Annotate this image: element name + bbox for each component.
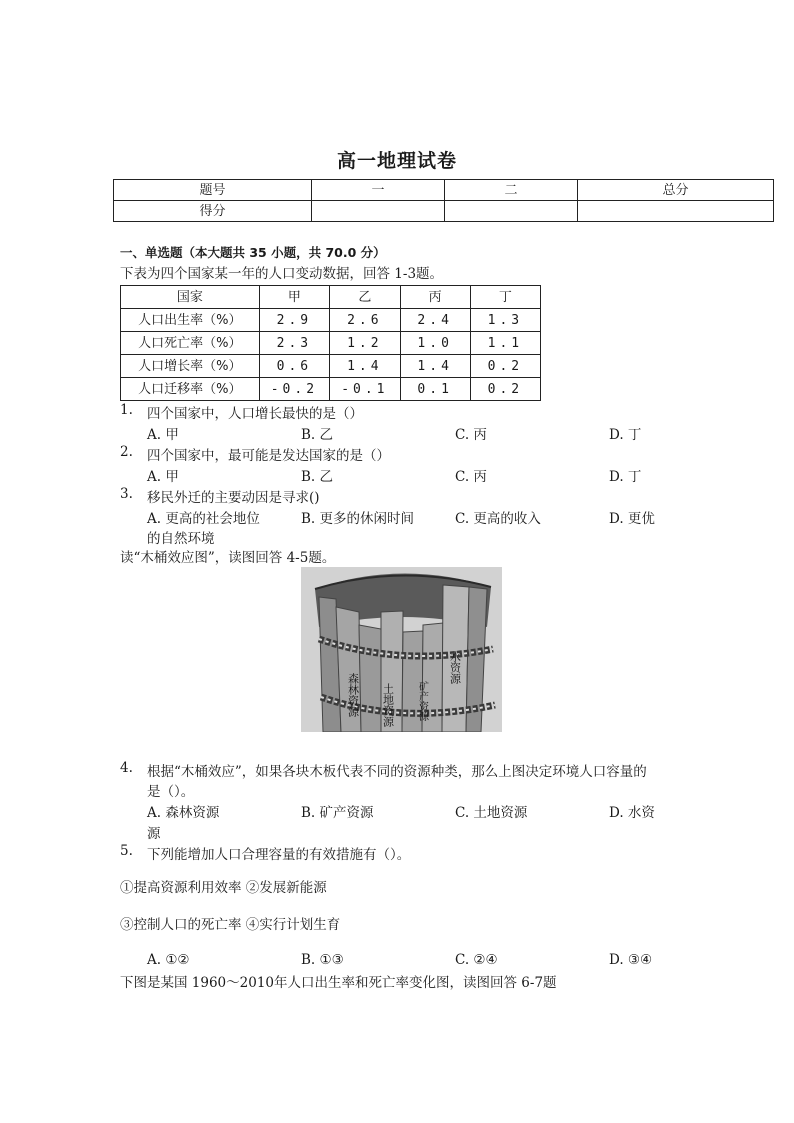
q3-text: 移民外迁的主要动因是寻求() xyxy=(147,490,320,506)
table-cell: 1.4 xyxy=(400,355,470,378)
score-cell[interactable] xyxy=(578,201,774,222)
q1-option-c[interactable]: C. 丙 xyxy=(455,427,487,443)
page-title: 高一地理试卷 xyxy=(336,150,457,172)
table-cell: 1.1 xyxy=(470,332,540,355)
q5-text: 下列能增加人口合理容量的有效措施有（）。 xyxy=(147,847,411,863)
q2-option-a[interactable]: A. 甲 xyxy=(147,469,179,485)
table-cell: 0.2 xyxy=(470,378,540,401)
q4-option-a[interactable]: A. 森林资源 xyxy=(147,805,220,821)
q1-option-b[interactable]: B. 乙 xyxy=(301,427,334,443)
table-cell: -0.2 xyxy=(259,378,329,401)
row-label: 人口增长率（%） xyxy=(121,355,260,378)
table-cell: 0.1 xyxy=(400,378,470,401)
q3-option-b[interactable]: B. 更多的休闲时间 xyxy=(301,511,415,527)
q4-option-c[interactable]: C. 土地资源 xyxy=(455,805,528,821)
table-header: 乙 xyxy=(330,286,400,309)
table-row xyxy=(121,378,541,401)
label-land: 土地资源 xyxy=(381,683,395,727)
score-header-cell: 题号 xyxy=(114,180,312,201)
table-header: 甲 xyxy=(259,286,329,309)
q3-option-d-continued: 的自然环境 xyxy=(147,531,215,547)
table-cell: 1.3 xyxy=(470,309,540,332)
score-header-cell: 一 xyxy=(312,180,445,201)
table-cell: 2.6 xyxy=(330,309,400,332)
row-label: 人口出生率（%） xyxy=(121,309,260,332)
score-row-label: 得分 xyxy=(114,201,312,222)
q4-text-continued: 是（）。 xyxy=(147,784,195,800)
table-header: 国家 xyxy=(121,286,260,309)
q2-number: 2. xyxy=(120,444,133,460)
score-table xyxy=(113,179,774,222)
intro-4-5: 读“木桶效应图”，读图回答 4-5题。 xyxy=(120,550,336,566)
table-cell: 1.0 xyxy=(400,332,470,355)
table-header: 丙 xyxy=(400,286,470,309)
q2-option-c[interactable]: C. 丙 xyxy=(455,469,487,485)
intro-6-7: 下图是某国 1960～2010年人口出生率和死亡率变化图，读图回答 6-7题 xyxy=(120,975,557,991)
q5-item-1: ①提高资源利用效率 ②发展新能源 xyxy=(120,880,327,896)
score-header-cell: 总分 xyxy=(578,180,774,201)
table-cell: 1.4 xyxy=(330,355,400,378)
q1-text: 四个国家中，人口增长最快的是（） xyxy=(147,406,363,422)
q5-number: 5. xyxy=(120,843,133,859)
population-data-table xyxy=(120,285,541,401)
table-row xyxy=(121,355,541,378)
q4-number: 4. xyxy=(120,760,133,776)
table-cell: 1.2 xyxy=(330,332,400,355)
table-cell: 0.2 xyxy=(470,355,540,378)
q3-option-a[interactable]: A. 更高的社会地位 xyxy=(147,511,260,527)
label-forest: 森林资源 xyxy=(346,673,360,717)
section-heading: 一、单选题（本大题共 35 小题，共 70.0 分） xyxy=(120,245,386,260)
table-cell: 2.9 xyxy=(259,309,329,332)
q2-text: 四个国家中，最可能是发达国家的是（） xyxy=(147,448,390,464)
q1-number: 1. xyxy=(120,402,133,418)
table-cell: 2.4 xyxy=(400,309,470,332)
q5-item-2: ③控制人口的死亡率 ④实行计划生育 xyxy=(120,917,341,933)
q2-option-b[interactable]: B. 乙 xyxy=(301,469,334,485)
score-cell[interactable] xyxy=(312,201,445,222)
score-cell[interactable] xyxy=(445,201,578,222)
q2-option-d[interactable]: D. 丁 xyxy=(609,469,642,485)
table-row xyxy=(121,332,541,355)
q3-option-d[interactable]: D. 更优 xyxy=(609,511,655,527)
q4-text: 根据“木桶效应”，如果各块木板代表不同的资源种类，那么上图决定环境人口容量的 xyxy=(147,764,647,780)
table-row xyxy=(121,309,541,332)
q4-option-d-continued: 源 xyxy=(147,826,161,842)
q5-option-c[interactable]: C. ②④ xyxy=(455,952,498,968)
row-label: 人口迁移率（%） xyxy=(121,378,260,401)
score-header-cell: 二 xyxy=(445,180,578,201)
q5-option-b[interactable]: B. ①③ xyxy=(301,952,344,968)
q3-option-c[interactable]: C. 更高的收入 xyxy=(455,511,541,527)
q5-option-a[interactable]: A. ①② xyxy=(147,952,190,968)
table-header: 丁 xyxy=(470,286,540,309)
table-cell: 2.3 xyxy=(259,332,329,355)
table-cell: -0.1 xyxy=(330,378,400,401)
q1-option-d[interactable]: D. 丁 xyxy=(609,427,642,443)
intro-1-3: 下表为四个国家某一年的人口变动数据，回答 1-3题。 xyxy=(120,266,444,282)
q1-option-a[interactable]: A. 甲 xyxy=(147,427,179,443)
bucket-figure xyxy=(301,567,502,732)
q5-option-d[interactable]: D. ③④ xyxy=(609,952,653,968)
q4-option-b[interactable]: B. 矿产资源 xyxy=(301,805,374,821)
q4-option-d[interactable]: D. 水资 xyxy=(609,805,655,821)
q3-number: 3. xyxy=(120,486,133,502)
bucket-illustration xyxy=(301,567,502,732)
label-water: 水资源 xyxy=(448,651,462,684)
row-label: 人口死亡率（%） xyxy=(121,332,260,355)
table-cell: 0.6 xyxy=(259,355,329,378)
label-mineral: 矿产资源 xyxy=(416,681,428,721)
